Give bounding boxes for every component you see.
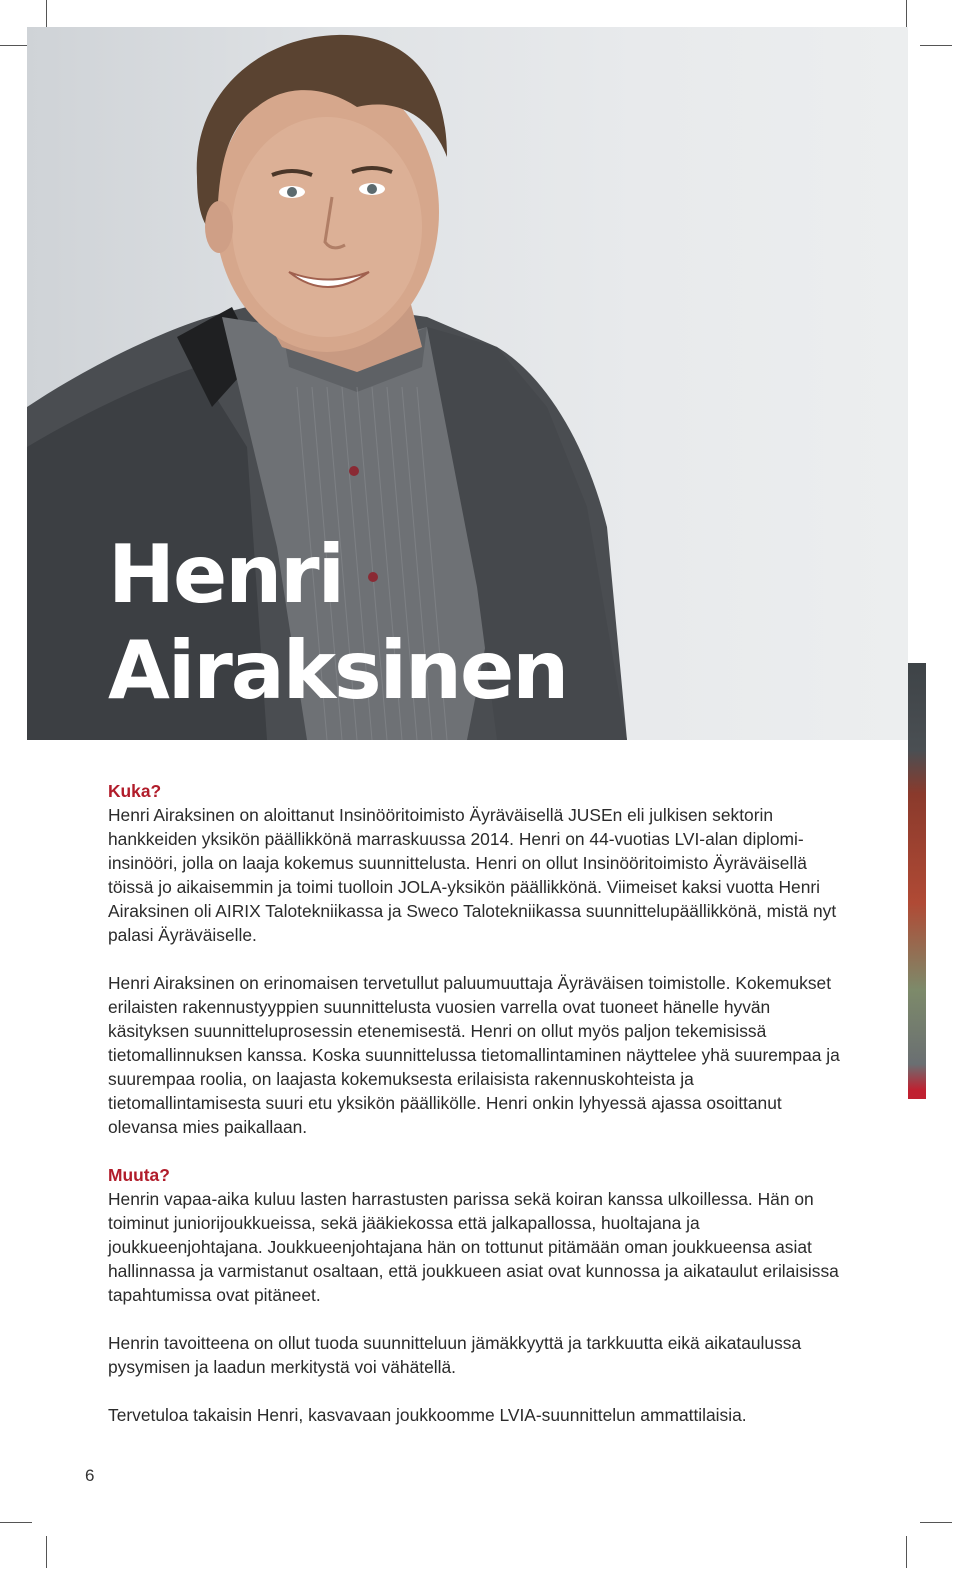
person-name-title (108, 527, 567, 719)
article-body (108, 779, 848, 1451)
section-heading-kuka: Kuka? (108, 781, 162, 801)
hero-portrait (27, 27, 908, 740)
section-text: Henrin vapaa-aika kuluu lasten harrastusten parissa sekä koiran kanssa ulkoillessa. Hän on toiminut juniorijoukkueissa, sekä jääkiekossa että jalkapallossa, huoltajana ja joukkueenjohtajana. Joukkueenjohtajana hän on tottunut pitämään oman joukkueensa asiat hallinnassa ja varmistanut osaltaan, että joukkueen asiat ovat kunnossa ja aikataulut erilaisissa tapahtumissa ovat pitäneet. (108, 1189, 839, 1305)
crop-mark (920, 45, 952, 46)
title-first-name: Henri (108, 528, 344, 621)
section-kuka-p1 (108, 779, 848, 947)
section-text: Henri Airaksinen on aloittanut Insinööritoimisto Äyräväisellä JUSEn eli julkisen sektorin hankkeiden yksikön päällikkönä marraskuussa 2014. Henri on 44-vuotias LVI-alan diplomi-insinööri, jolla on laaja kokemus suunnittelusta. Henri on ollut Insinööritoimisto Äyräväisellä töissä jo aikaisemmin ja toimi tuolloin JOLA-yksikön päällikkönä. Viimeiset kaksi vuotta Henri Airaksinen oli AIRIX Talotekniikassa ja Sweco Talotekniikassa suunnittelupäällikkönä, mistä nyt palasi Äyräväiselle. (108, 805, 837, 945)
adjacent-page-bleed (908, 663, 926, 1099)
crop-mark (906, 1536, 907, 1568)
crop-mark (46, 1536, 47, 1568)
section-muuta-p3: Tervetuloa takaisin Henri, kasvavaan joukkoomme LVIA-suunnittelun ammattilaisia. (108, 1405, 747, 1425)
crop-mark (920, 1522, 952, 1523)
page-number: 6 (85, 1466, 95, 1485)
title-last-name: Airaksinen (108, 624, 568, 717)
crop-mark (0, 1522, 32, 1523)
section-kuka-p2: Henri Airaksinen on erinomaisen tervetullut paluumuuttaja Äyräväisen toimistolle. Kokemukset erilaisten rakennustyyppien suunnittelusta vuosien varrella ovat tuoneet hänelle hyvän käsityksen suunnitteluprosessin etenemisestä. Henri on ollut myös paljon tekemisissä tietomallinnuksen kanssa. Koska suunnittelussa tietomallintaminen näyttelee yhä suurempaa ja suurempaa roolia, on laajasta kokemuksesta erilaisista rakennuskohteista ja tietomallintamisesta suuri etu yksikön päällikölle. Henri onkin lyhyessä ajassa osoittanut olevansa mies paikallaan. (108, 973, 840, 1137)
section-heading-muuta: Muuta? (108, 1165, 170, 1185)
section-muuta-p1 (108, 1163, 848, 1307)
section-muuta-p2: Henrin tavoitteena on ollut tuoda suunnitteluun jämäkkyyttä ja tarkkuutta eikä aikataulussa pysymisen ja laadun merkitystä voi vähätellä. (108, 1333, 802, 1377)
